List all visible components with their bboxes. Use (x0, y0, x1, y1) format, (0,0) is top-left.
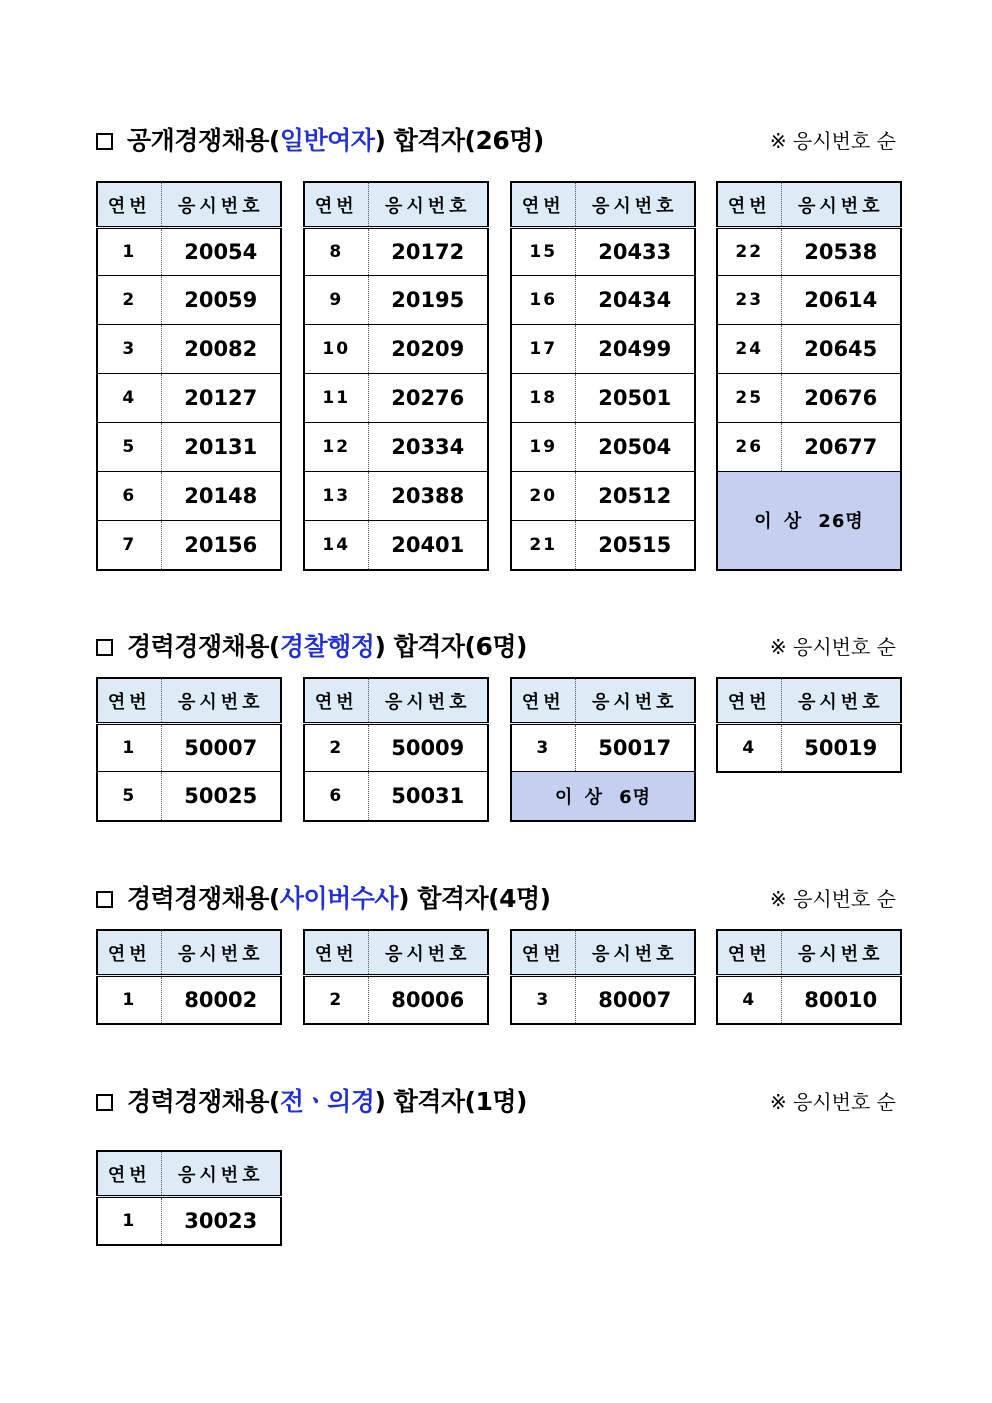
row-no: 5 (97, 423, 161, 472)
result-table (96, 181, 282, 571)
row-no: 9 (304, 276, 368, 325)
section-header (96, 625, 902, 669)
exam-number: 80010 (804, 987, 878, 1012)
header-no: 연번 (717, 182, 781, 228)
row-no: 17 (511, 325, 575, 374)
row-no: 20 (511, 472, 575, 521)
row-no: 18 (511, 374, 575, 423)
result-table (96, 677, 282, 822)
result-table (510, 181, 696, 571)
row-no: 15 (511, 228, 575, 276)
total-label: 이 상 (555, 786, 606, 808)
exam-number: 50019 (804, 735, 878, 760)
exam-number: 20156 (161, 521, 281, 570)
result-table (96, 929, 282, 1025)
row-no: 12 (304, 423, 368, 472)
exam-number: 20334 (368, 423, 488, 472)
exam-number: 20172 (391, 240, 465, 264)
header-no: 연번 (304, 182, 368, 228)
row-no: 10 (304, 325, 368, 374)
row-no: 4 (717, 976, 781, 1024)
exam-number: 20209 (368, 325, 488, 374)
header-no: 연번 (304, 678, 368, 724)
row-no: 6 (97, 472, 161, 521)
header-exam-number: 응시번호 (161, 678, 281, 724)
header-no: 연번 (97, 678, 161, 724)
exam-number: 20148 (161, 472, 281, 521)
row-no: 3 (511, 724, 575, 772)
row-no: 21 (511, 521, 575, 570)
row-no: 5 (97, 772, 161, 821)
total-count-cell (511, 772, 695, 821)
row-no: 22 (717, 228, 781, 276)
header-exam-number: 응시번호 (368, 930, 488, 976)
exam-number: 50007 (184, 736, 258, 760)
exam-number: 20195 (368, 276, 488, 325)
header-no: 연번 (511, 678, 575, 724)
exam-number: 20677 (781, 423, 901, 472)
checkbox-square-icon (96, 891, 113, 908)
section-title: 경력경쟁채용(사이버수사) 합격자(4명) (96, 877, 551, 921)
exam-number: 80007 (598, 987, 672, 1012)
exam-number: 20082 (161, 325, 281, 374)
result-table (303, 677, 489, 822)
exam-number: 30023 (184, 1208, 258, 1233)
row-no: 1 (97, 976, 161, 1024)
total-count: 6명 (619, 786, 651, 808)
exam-number: 20515 (575, 521, 695, 570)
result-table (303, 181, 489, 571)
exam-number: 50031 (368, 772, 488, 821)
header-exam-number: 응시번호 (781, 182, 901, 228)
section-title: 경력경쟁채용(전ㆍ의경) 합격자(1명) (96, 1080, 527, 1124)
header-exam-number: 응시번호 (781, 930, 901, 976)
total-label: 이 상 (754, 511, 805, 533)
exam-number: 20614 (781, 276, 901, 325)
result-table (716, 181, 902, 571)
row-no: 26 (717, 423, 781, 472)
section-header (96, 877, 902, 921)
sort-note: ※ 응시번호 순 (769, 1090, 896, 1114)
section-header (96, 119, 902, 163)
checkbox-square-icon (96, 133, 113, 150)
result-table (510, 677, 696, 822)
header-exam-number: 응시번호 (368, 678, 488, 724)
row-no: 1 (97, 724, 161, 772)
exam-number: 20499 (575, 325, 695, 374)
section-former-conscript-police (96, 1080, 902, 1233)
exam-number: 80002 (184, 987, 258, 1012)
result-table (716, 929, 902, 1025)
header-no: 연번 (511, 930, 575, 976)
header-exam-number: 응시번호 (575, 678, 695, 724)
exam-number: 20434 (575, 276, 695, 325)
header-no: 연번 (97, 930, 161, 976)
exam-number: 20127 (161, 374, 281, 423)
result-table (96, 1150, 282, 1246)
row-no: 4 (717, 724, 781, 772)
row-no: 2 (304, 976, 368, 1024)
exam-number: 20512 (575, 472, 695, 521)
exam-number: 20054 (184, 240, 258, 264)
header-no: 연번 (97, 1151, 161, 1197)
row-no: 8 (304, 228, 368, 276)
row-no: 1 (97, 1197, 161, 1245)
exam-number: 20676 (781, 374, 901, 423)
section-cyber-investigation (96, 877, 902, 1012)
exam-number: 20433 (598, 240, 672, 264)
row-no: 25 (717, 374, 781, 423)
row-no: 13 (304, 472, 368, 521)
section-header (96, 1080, 902, 1124)
header-no: 연번 (717, 678, 781, 724)
sort-note: ※ 응시번호 순 (769, 887, 896, 911)
header-exam-number: 응시번호 (161, 1151, 281, 1197)
exam-number: 20501 (575, 374, 695, 423)
header-exam-number: 응시번호 (161, 930, 281, 976)
exam-number: 20059 (161, 276, 281, 325)
row-no: 1 (97, 228, 161, 276)
section-police-admin (96, 625, 902, 808)
row-no: 19 (511, 423, 575, 472)
exam-number: 20645 (781, 325, 901, 374)
total-count-cell (717, 472, 901, 570)
row-no: 3 (511, 976, 575, 1024)
result-table (303, 929, 489, 1025)
exam-number: 20388 (368, 472, 488, 521)
row-no: 23 (717, 276, 781, 325)
section-general-female (96, 119, 902, 557)
header-exam-number: 응시번호 (161, 182, 281, 228)
checkbox-square-icon (96, 1094, 113, 1111)
row-no: 24 (717, 325, 781, 374)
header-no: 연번 (304, 930, 368, 976)
total-count: 26명 (818, 511, 864, 533)
header-no: 연번 (97, 182, 161, 228)
sort-note: ※ 응시번호 순 (769, 129, 896, 153)
header-no: 연번 (511, 182, 575, 228)
exam-number: 20276 (368, 374, 488, 423)
header-exam-number: 응시번호 (575, 182, 695, 228)
row-no: 6 (304, 772, 368, 821)
row-no: 2 (304, 724, 368, 772)
exam-number: 50009 (391, 736, 465, 760)
header-no: 연번 (717, 930, 781, 976)
row-no: 4 (97, 374, 161, 423)
row-no: 14 (304, 521, 368, 570)
exam-number: 80006 (391, 987, 465, 1012)
row-no: 3 (97, 325, 161, 374)
result-table (716, 677, 902, 773)
section-title: 경력경쟁채용(경찰행정) 합격자(6명) (96, 625, 527, 669)
exam-number: 20538 (804, 240, 878, 264)
header-exam-number: 응시번호 (575, 930, 695, 976)
section-title: 공개경쟁채용(일반여자) 합격자(26명) (96, 119, 544, 163)
checkbox-square-icon (96, 639, 113, 656)
header-exam-number: 응시번호 (781, 678, 901, 724)
row-no: 7 (97, 521, 161, 570)
row-no: 16 (511, 276, 575, 325)
exam-number: 50017 (598, 736, 672, 760)
exam-number: 20401 (368, 521, 488, 570)
row-no: 11 (304, 374, 368, 423)
exam-number: 20504 (575, 423, 695, 472)
sort-note: ※ 응시번호 순 (769, 635, 896, 659)
exam-number: 50025 (161, 772, 281, 821)
row-no: 2 (97, 276, 161, 325)
header-exam-number: 응시번호 (368, 182, 488, 228)
result-table (510, 929, 696, 1025)
exam-number: 20131 (161, 423, 281, 472)
